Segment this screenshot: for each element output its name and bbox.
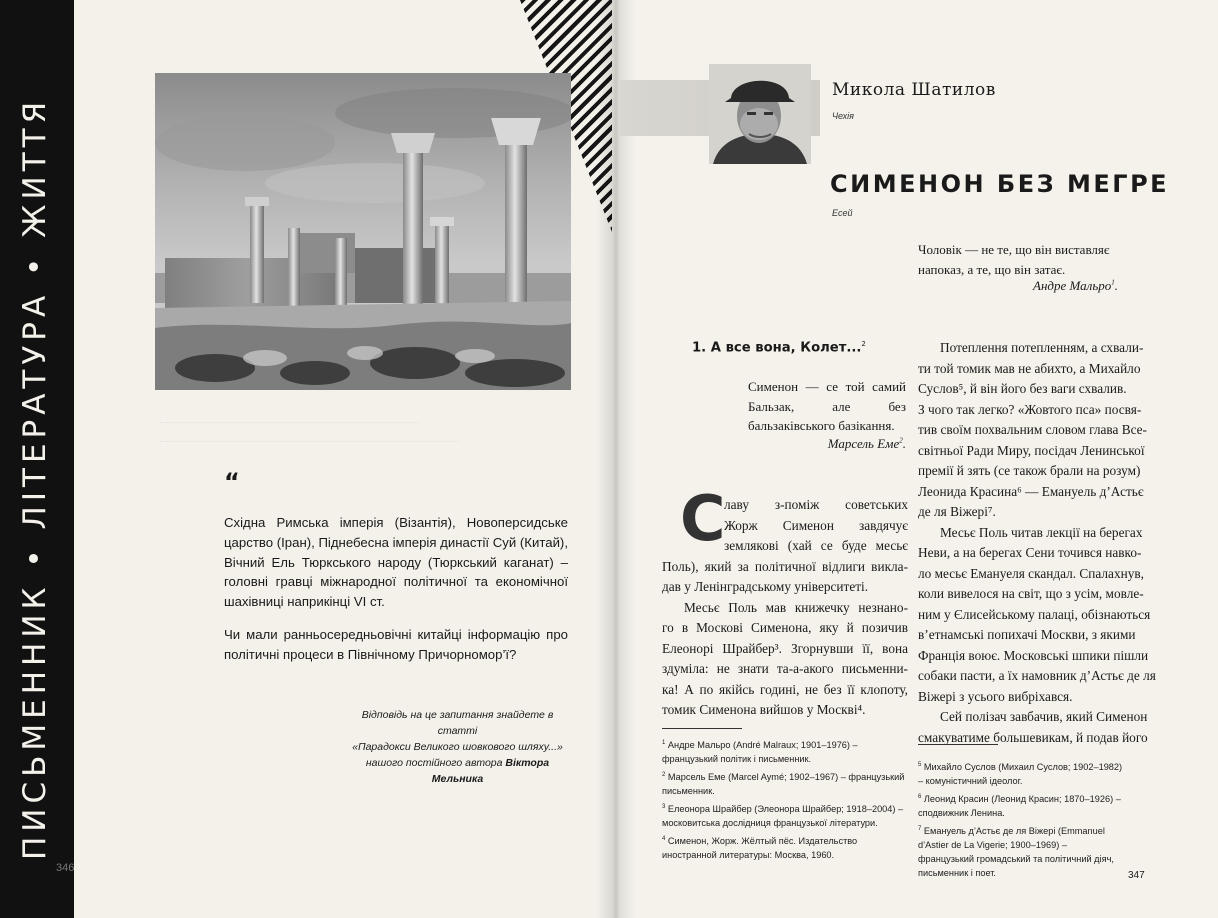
footnote: $^2$ Марсель Еме (Marcel Aymé; 1902–1967) – французький письменник. [662,772,905,797]
body-line: Елеонорі Шрайбер³. Згорнувши її, вона [662,640,908,656]
footnote: $^5$ Михайло Суслов (Михаил Суслов; 1902–1982) – комуністичний ідеолог. [918,762,1123,787]
body-line: Сей полізач завбачив, який Сименон [940,709,1148,724]
article-credit [345,707,570,787]
body-column-right [918,338,1156,748]
body-line: в’етнамські попихачі Москви, з якими [918,627,1136,642]
body-line: Франція воює. Московські шпики пішли [918,647,1149,663]
section-title: 1. А все вона, Колет...$^2$ [692,340,866,356]
vertical-banner-text: ПИСЬМЕННИК • ЛІТЕРАТУРА • ЖИТТЯ [17,96,53,860]
body-line: смакуватиме большевикам, й подав його [918,729,1148,745]
article-title: СИМЕНОН БЕЗ МЕГРЕ [830,170,1170,198]
body-column-left [662,495,908,721]
body-line: тив своїм похвальним словом глава Все- [918,422,1147,437]
body-line: ка! А по якійсь годині, не без її клопоту, [662,681,908,697]
page-number-right: 347 [1128,870,1145,881]
body-line: світньої Ради Миру, посідач Ленинської [918,442,1145,458]
drop-cap: С [680,482,726,555]
author-name: Микола Шатилов [832,80,996,100]
body-line: Суслов⁵, й він його без ваги схвалив. [918,381,1127,396]
body-line: землякові (хай се буде месьє [724,538,908,553]
footnote: $^7$ Емануель д’Астьє де ля Віжері (Emmanuel d’Astier de La Vigerie; 1900–1969) – французький громадський та політичний діяч, письменник і поет. [918,826,1114,879]
body-line: Месьє Поль мав книжечку незнано- [684,599,908,615]
book-gutter [596,0,636,918]
body-line: коли вивелося на світ, що з усім, мовле- [918,586,1144,601]
body-line: Поль), який за політичної відлиги викла- [662,558,908,574]
page-number-left: 346 [56,862,75,874]
section-epigraph-source: Марсель Еме$^2$. [827,436,906,451]
body-line: здуміла: не знати та-а-акого письменни- [662,661,908,676]
body-line: премії й зять (се також брали на розум) [918,463,1141,478]
body-line: ним у Єлисейському палаці, обізнаються [918,606,1151,622]
main-epigraph-source: Андре Мальро$^1$. [1033,278,1118,293]
footnote: $^4$ Сименон, Жорж. Жёлтый пёс. Издательство иностранной литературы: Москва, 1960. [662,836,858,861]
body-line: дав у Ленінградському університеті. [662,579,869,594]
body-line: томик Сименона вийшов у Москві⁴. [662,702,866,717]
article-genre: Есей [832,208,853,218]
footnote: $^1$ Андре Мальро (André Malraux; 1901–1976) – французький політик і письменник. [662,740,858,765]
body-line: Віжері з усього вибріхався. [918,688,1073,704]
body-line: де ля Віжері⁷. [918,504,996,519]
body-line: З чого так легко? «Жовтого пса» посвя- [918,401,1142,417]
teaser-paragraph: Східна Римська імперія (Візантія), Новоперсидське царство (Іран), Піднебесна імперія династії Суй (Китай), Вічний Ель Тюркського народу (Тюркський каганат) – головні гравці міжнародної політичної та економічної шахівниці наприкінці VI ст. [224,515,568,610]
footnote-rule [918,744,998,745]
show-through-text [160,404,580,442]
body-line: ло месьє Емануеля скандал. Спалахнув, [918,565,1144,581]
body-line: ти той томик мав не абихто, а Михайло [918,360,1141,376]
body-line: Жорж Сименон завдячує [724,517,908,533]
author-portrait [709,64,811,164]
footnotes-left [662,736,908,864]
body-line: Неви, а на берегах Сени точився навко- [918,545,1142,560]
credit-line: Відповідь на це запитання знайдете в статті [361,709,554,737]
body-line: Потеплення потепленням, а схвали- [940,340,1144,355]
body-line: Леонида Красина⁶ — Емануель д’Астьє [918,483,1144,499]
body-line: го в Москові Сименона, яку й позичив [662,620,908,635]
teaser-question: Чи мали ранньосередньовічні китайці інформацію про політичні процеси в Північному Причорномор’ї? [224,627,568,662]
footnote: $^3$ Елеонора Шрайбер (Элеонора Шрайбер; 1918–2004) – московитська дослідниця французької літератури. [662,804,904,829]
body-line: лаву з-поміж советських [724,497,908,512]
ruins-photo [155,73,571,390]
footnote-rule [662,728,742,729]
credit-line: нашого постійного автора Віктора Мельника [365,757,550,785]
main-epigraph: Чоловік — не те, що він виставляє напоказ, а те, що він затає. [918,242,1110,277]
quote-mark-icon: “ [224,468,240,496]
credit-author: Віктора Мельника [431,757,550,785]
footnote: $^6$ Леонид Красин (Леонид Красин; 1870–1926) – сподвижник Ленина. [918,794,1121,819]
author-location: Чехія [832,111,854,121]
credit-article-title: «Парадокси Великого шовкового шляху...» [352,741,563,753]
section-epigraph: Сименон — се той самий Бальзак, але без бальзаківського базікання. [748,379,906,434]
body-line: собаки пасти, а їх намовник д’Астьє де ля [918,668,1156,683]
body-line: Месьє Поль читав лекції на берегах [940,524,1143,540]
footnotes-right [918,758,1124,882]
